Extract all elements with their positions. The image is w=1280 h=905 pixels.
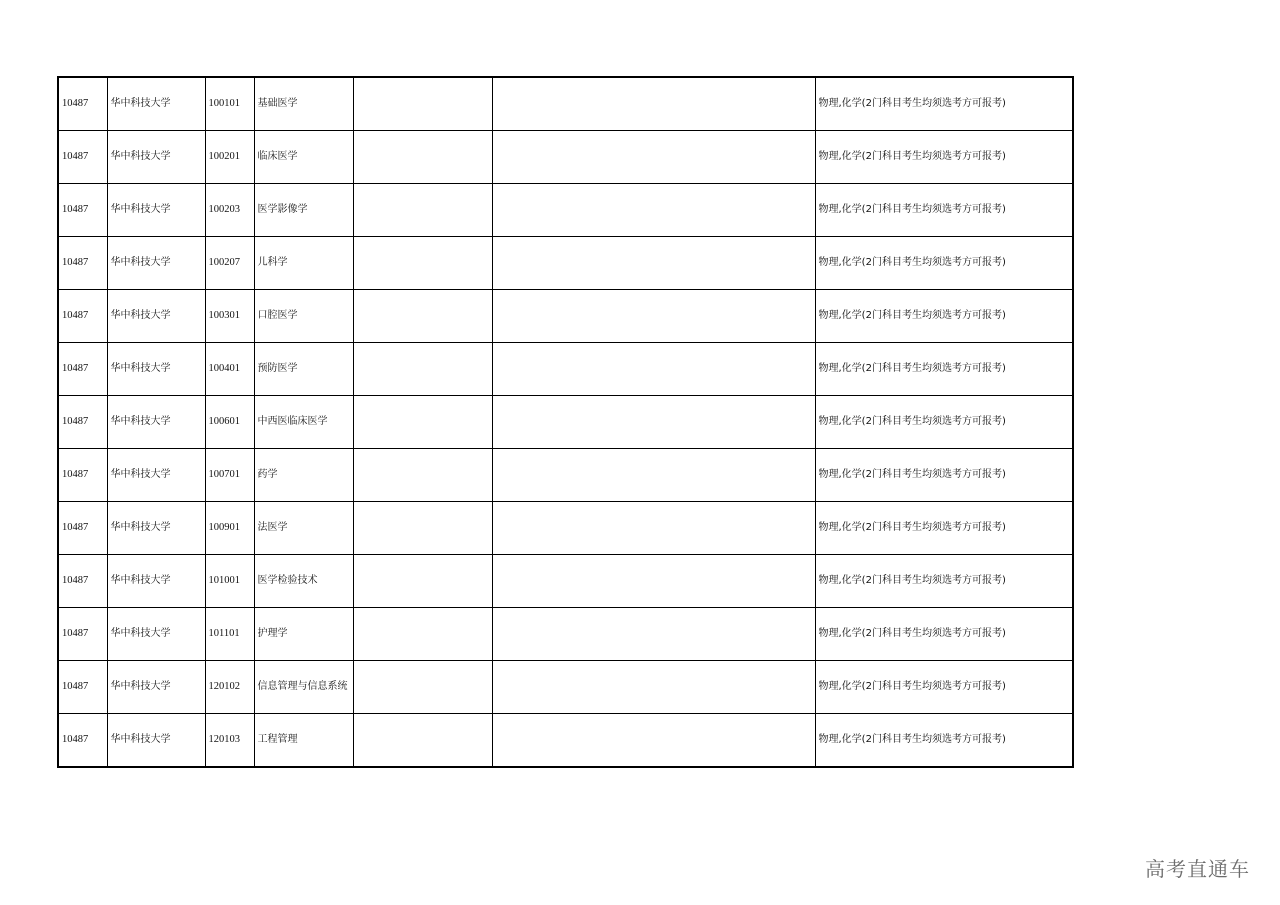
cell-school-code: 10487 [58, 502, 107, 555]
cell-subject-requirement: 物理,化学(2门科目考生均须选考方可报考) [815, 290, 1073, 343]
cell-major-code: 100201 [205, 131, 254, 184]
cell-school-code: 10487 [58, 237, 107, 290]
cell-school-name: 华中科技大学 [107, 343, 205, 396]
cell-empty [353, 449, 492, 502]
cell-empty [353, 290, 492, 343]
cell-major-name: 基础医学 [254, 77, 353, 131]
cell-major-code: 120103 [205, 714, 254, 768]
cell-school-name: 华中科技大学 [107, 449, 205, 502]
cell-major-code: 100701 [205, 449, 254, 502]
cell-empty [353, 396, 492, 449]
table-row [58, 290, 1073, 343]
cell-empty [492, 237, 815, 290]
table-row [58, 343, 1073, 396]
cell-subject-requirement: 物理,化学(2门科目考生均须选考方可报考) [815, 184, 1073, 237]
cell-major-code: 100101 [205, 77, 254, 131]
cell-school-name: 华中科技大学 [107, 184, 205, 237]
cell-school-code: 10487 [58, 555, 107, 608]
cell-school-name: 华中科技大学 [107, 555, 205, 608]
table-row [58, 608, 1073, 661]
cell-school-code: 10487 [58, 396, 107, 449]
cell-school-code: 10487 [58, 714, 107, 768]
cell-major-name: 医学影像学 [254, 184, 353, 237]
cell-major-name: 口腔医学 [254, 290, 353, 343]
cell-empty [353, 184, 492, 237]
cell-subject-requirement: 物理,化学(2门科目考生均须选考方可报考) [815, 396, 1073, 449]
cell-major-code: 101001 [205, 555, 254, 608]
cell-major-code: 100207 [205, 237, 254, 290]
cell-empty [353, 555, 492, 608]
cell-empty [353, 237, 492, 290]
cell-school-name: 华中科技大学 [107, 131, 205, 184]
cell-subject-requirement: 物理,化学(2门科目考生均须选考方可报考) [815, 77, 1073, 131]
cell-empty [353, 343, 492, 396]
table-row [58, 184, 1073, 237]
cell-school-code: 10487 [58, 131, 107, 184]
cell-major-name: 儿科学 [254, 237, 353, 290]
cell-subject-requirement: 物理,化学(2门科目考生均须选考方可报考) [815, 661, 1073, 714]
cell-subject-requirement: 物理,化学(2门科目考生均须选考方可报考) [815, 237, 1073, 290]
cell-major-name: 法医学 [254, 502, 353, 555]
table-row [58, 77, 1073, 131]
cell-school-name: 华中科技大学 [107, 290, 205, 343]
cell-school-name: 华中科技大学 [107, 661, 205, 714]
cell-subject-requirement: 物理,化学(2门科目考生均须选考方可报考) [815, 555, 1073, 608]
cell-major-name: 工程管理 [254, 714, 353, 768]
cell-major-code: 101101 [205, 608, 254, 661]
table-row [58, 449, 1073, 502]
cell-school-code: 10487 [58, 661, 107, 714]
cell-empty [353, 131, 492, 184]
cell-school-name: 华中科技大学 [107, 396, 205, 449]
table-row [58, 714, 1073, 768]
cell-empty [492, 290, 815, 343]
cell-major-name: 中西医临床医学 [254, 396, 353, 449]
cell-school-code: 10487 [58, 77, 107, 131]
cell-major-code: 100601 [205, 396, 254, 449]
admission-table [57, 76, 1074, 768]
cell-empty [492, 608, 815, 661]
cell-subject-requirement: 物理,化学(2门科目考生均须选考方可报考) [815, 131, 1073, 184]
cell-school-name: 华中科技大学 [107, 237, 205, 290]
cell-school-code: 10487 [58, 290, 107, 343]
cell-major-code: 100203 [205, 184, 254, 237]
table-row [58, 237, 1073, 290]
cell-major-name: 药学 [254, 449, 353, 502]
cell-school-name: 华中科技大学 [107, 714, 205, 768]
cell-empty [492, 555, 815, 608]
table-row [58, 661, 1073, 714]
cell-subject-requirement: 物理,化学(2门科目考生均须选考方可报考) [815, 449, 1073, 502]
cell-empty [353, 502, 492, 555]
cell-subject-requirement: 物理,化学(2门科目考生均须选考方可报考) [815, 608, 1073, 661]
table-row [58, 396, 1073, 449]
cell-major-code: 100901 [205, 502, 254, 555]
cell-school-code: 10487 [58, 608, 107, 661]
watermark: 高考直通车 [1145, 857, 1250, 881]
cell-empty [353, 77, 492, 131]
cell-school-name: 华中科技大学 [107, 502, 205, 555]
cell-empty [492, 131, 815, 184]
cell-empty [492, 396, 815, 449]
cell-subject-requirement: 物理,化学(2门科目考生均须选考方可报考) [815, 714, 1073, 768]
cell-major-code: 100401 [205, 343, 254, 396]
cell-empty [492, 343, 815, 396]
cell-empty [353, 714, 492, 768]
cell-empty [492, 714, 815, 768]
cell-school-code: 10487 [58, 184, 107, 237]
table-row [58, 555, 1073, 608]
cell-empty [492, 449, 815, 502]
cell-major-name: 医学检验技术 [254, 555, 353, 608]
cell-major-name: 临床医学 [254, 131, 353, 184]
cell-empty [353, 661, 492, 714]
cell-school-name: 华中科技大学 [107, 608, 205, 661]
cell-school-name: 华中科技大学 [107, 77, 205, 131]
table-body [58, 77, 1073, 767]
cell-major-name: 护理学 [254, 608, 353, 661]
cell-school-code: 10487 [58, 449, 107, 502]
cell-empty [353, 608, 492, 661]
cell-empty [492, 184, 815, 237]
cell-empty [492, 661, 815, 714]
cell-empty [492, 502, 815, 555]
cell-subject-requirement: 物理,化学(2门科目考生均须选考方可报考) [815, 343, 1073, 396]
cell-empty [492, 77, 815, 131]
cell-major-code: 100301 [205, 290, 254, 343]
table-row [58, 502, 1073, 555]
cell-major-code: 120102 [205, 661, 254, 714]
cell-major-name: 预防医学 [254, 343, 353, 396]
cell-school-code: 10487 [58, 343, 107, 396]
cell-subject-requirement: 物理,化学(2门科目考生均须选考方可报考) [815, 502, 1073, 555]
cell-major-name: 信息管理与信息系统 [254, 661, 353, 714]
table-row [58, 131, 1073, 184]
